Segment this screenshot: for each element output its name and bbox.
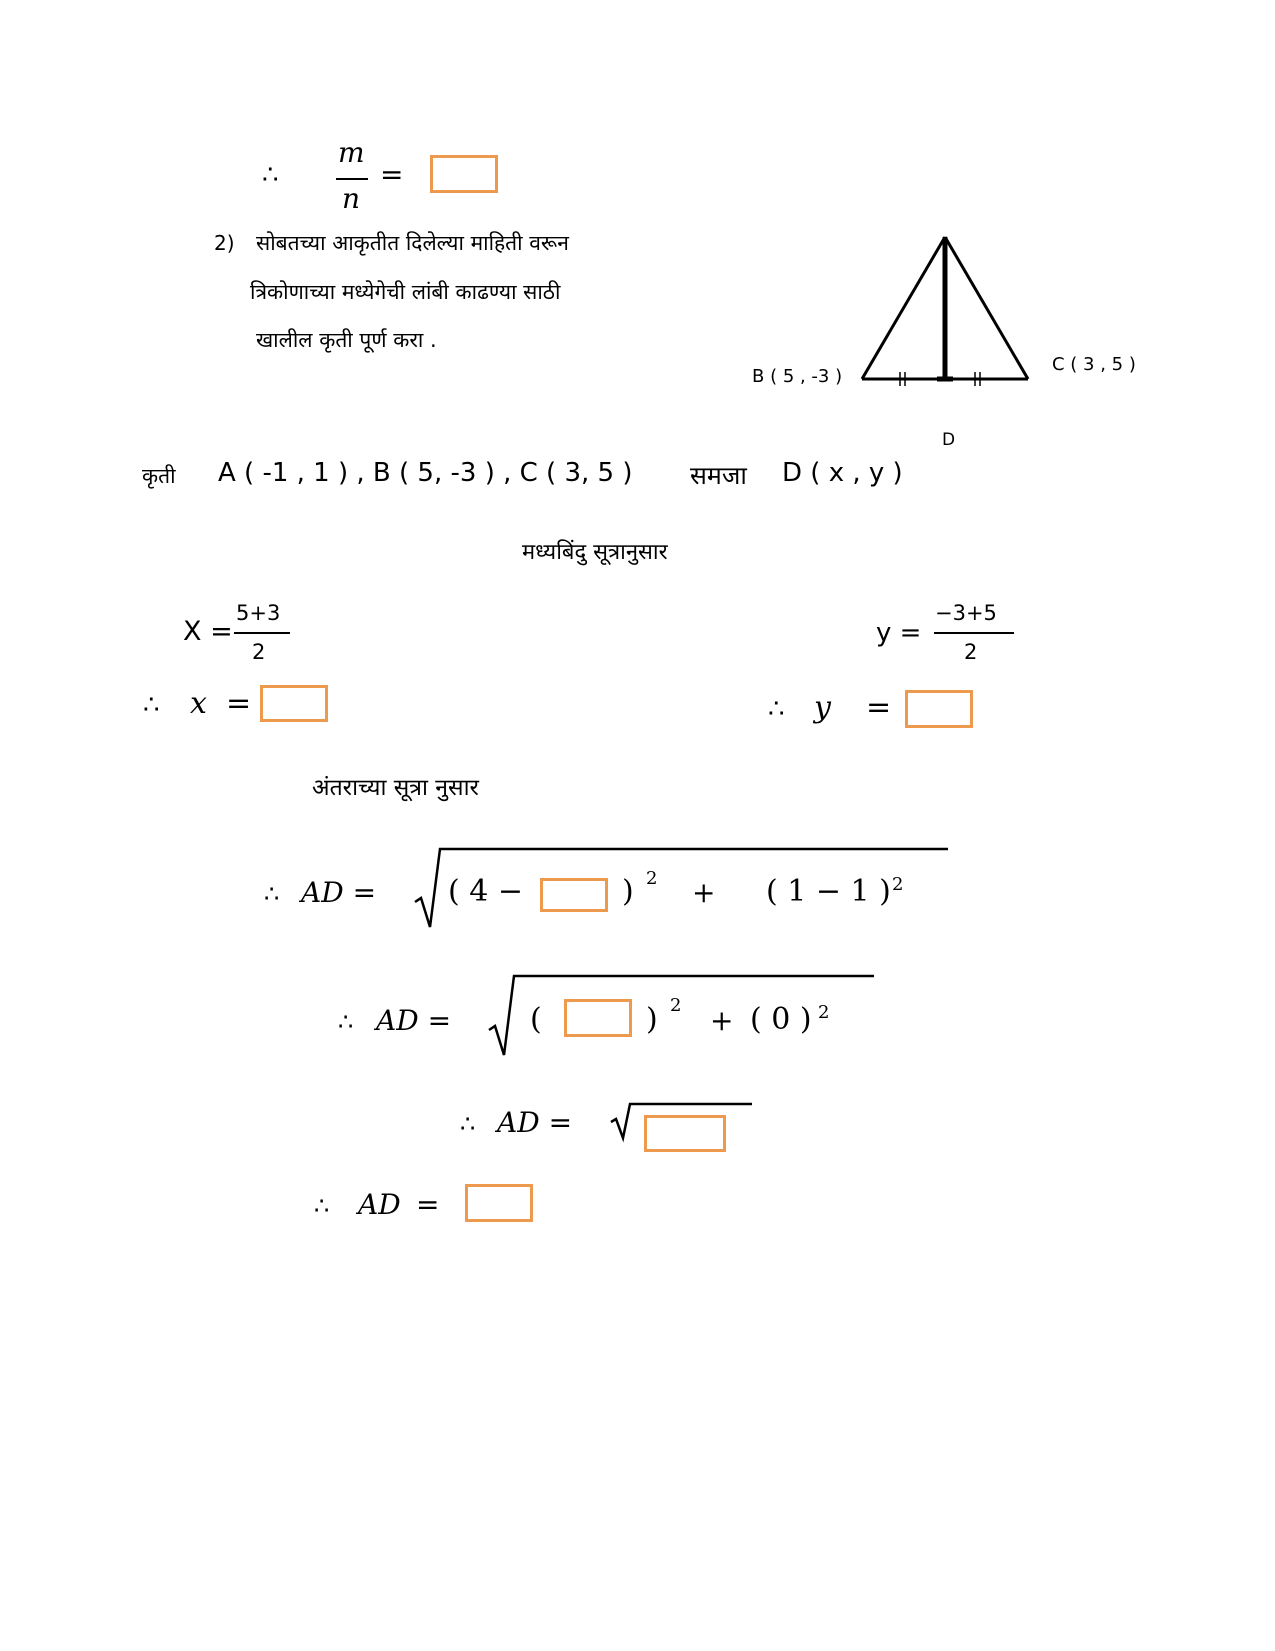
- term1-open-step2: (: [530, 1002, 542, 1037]
- question-line-1: सोबतच्या आकृतीत दिलेल्या माहिती वरून: [256, 231, 569, 255]
- y-variable: y: [814, 690, 831, 725]
- question-line-2: त्रिकोणाच्या मध्येगेची लांबी काढण्या साठी: [250, 280, 561, 304]
- therefore-x: ∴: [143, 690, 160, 720]
- exponent1-step2: 2: [670, 995, 682, 1016]
- therefore-step1: ∴: [264, 880, 280, 908]
- ad-lhs-step1: AD =: [301, 876, 377, 909]
- label-point-c: C ( 3 , 5 ): [1052, 354, 1136, 375]
- x-numerator: 5+3: [236, 601, 281, 625]
- ad-lhs-step4: AD: [358, 1188, 401, 1221]
- x-label: X =: [183, 616, 233, 647]
- ad-lhs-step2: AD =: [376, 1004, 452, 1037]
- therefore-symbol: ∴: [262, 160, 279, 190]
- ad-lhs-step3: AD =: [497, 1106, 573, 1139]
- term1-close-step1: ): [622, 874, 634, 909]
- y-label: y =: [876, 618, 922, 648]
- answer-box-step3[interactable]: [644, 1115, 726, 1152]
- plus-step1: +: [692, 876, 716, 909]
- therefore-step4: ∴: [314, 1192, 330, 1220]
- x-equals: =: [226, 686, 252, 721]
- x-variable: x: [190, 686, 207, 721]
- y-denominator: 2: [964, 640, 978, 664]
- suppose-label: समजा: [690, 461, 747, 490]
- activity-label: कृती: [142, 464, 176, 488]
- distance-heading: अंतराच्या सूत्रा नुसार: [312, 775, 479, 801]
- term2-step1: ( 1 − 1 ): [766, 874, 891, 909]
- equals-sign: =: [380, 158, 404, 191]
- exponent1-step1: 2: [646, 868, 658, 889]
- y-equals: =: [866, 690, 892, 725]
- label-point-d: D: [942, 430, 956, 450]
- label-point-b: B ( 5 , -3 ): [752, 366, 843, 387]
- therefore-step2: ∴: [338, 1008, 354, 1036]
- y-numerator: −3+5: [935, 601, 997, 625]
- fraction-numerator: m: [338, 136, 365, 169]
- answer-box-step4[interactable]: [465, 1184, 533, 1222]
- x-denominator: 2: [252, 640, 266, 664]
- exponent2-step1: 2: [892, 874, 904, 895]
- plus-step2: +: [710, 1004, 734, 1037]
- therefore-step3: ∴: [460, 1110, 476, 1138]
- term2-step2: ( 0 ): [750, 1002, 812, 1037]
- question-line-3: खालील कृती पूर्ण करा .: [256, 328, 437, 352]
- question-number: 2): [214, 231, 235, 255]
- midpoint-heading: मध्यबिंदु सूत्रानुसार: [522, 540, 668, 565]
- therefore-y: ∴: [768, 694, 785, 724]
- given-points: A ( -1 , 1 ) , B ( 5, -3 ) , C ( 3, 5 ): [218, 458, 633, 488]
- exponent2-step2: 2: [818, 1002, 830, 1023]
- term1-close-step2: ): [646, 1002, 658, 1037]
- equals-step4: =: [416, 1188, 440, 1221]
- fraction-denominator: n: [342, 182, 361, 215]
- term1-open-step1: ( 4 −: [448, 874, 523, 909]
- point-d-coordinates: D ( x , y ): [782, 458, 903, 488]
